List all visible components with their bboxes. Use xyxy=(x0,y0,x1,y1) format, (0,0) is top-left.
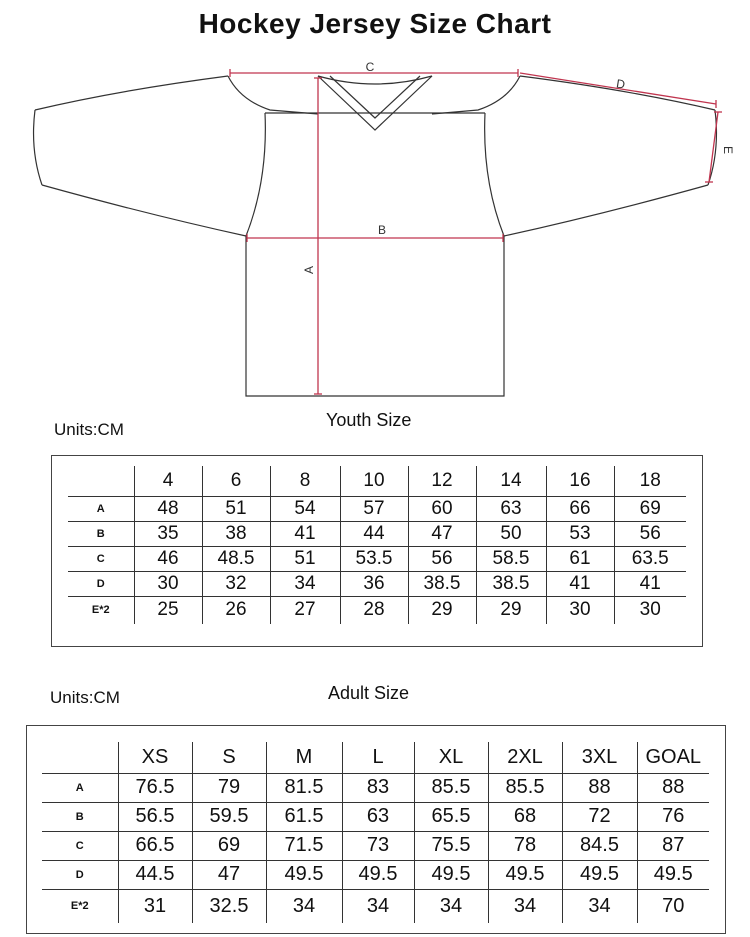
table-cell: 66.5 xyxy=(118,831,192,860)
table-cell: 28 xyxy=(340,596,408,624)
table-cell: 51 xyxy=(270,546,340,571)
table-cell: 49.5 xyxy=(637,860,709,889)
row-label: A xyxy=(68,496,134,521)
table-cell: 76.5 xyxy=(118,773,192,802)
table-cell: 41 xyxy=(614,571,686,596)
table-cell: 81.5 xyxy=(266,773,342,802)
size-header: S xyxy=(192,742,266,773)
measure-label-e: E xyxy=(721,145,735,155)
table-cell: 34 xyxy=(562,889,637,923)
table-cell: 29 xyxy=(476,596,546,624)
table-cell: 34 xyxy=(266,889,342,923)
table-cell: 38 xyxy=(202,521,270,546)
youth-size-title: Youth Size xyxy=(326,410,412,430)
measure-label-a: A xyxy=(302,265,316,275)
table-row xyxy=(42,831,709,860)
measure-label-c: C xyxy=(365,60,375,74)
table-cell: 44.5 xyxy=(118,860,192,889)
size-header: 14 xyxy=(476,466,546,496)
table-cell: 50 xyxy=(476,521,546,546)
table-cell: 35 xyxy=(134,521,202,546)
table-cell: 85.5 xyxy=(414,773,488,802)
measure-label-b: B xyxy=(377,223,387,237)
jersey-diagram xyxy=(0,0,750,405)
table-row xyxy=(68,521,686,546)
table-cell: 53.5 xyxy=(340,546,408,571)
table-cell: 49.5 xyxy=(266,860,342,889)
table-cell: 73 xyxy=(342,831,414,860)
adult-size-table xyxy=(42,742,709,923)
table-corner xyxy=(42,742,118,773)
row-label: B xyxy=(68,521,134,546)
table-cell: 66 xyxy=(546,496,614,521)
table-cell: 48.5 xyxy=(202,546,270,571)
size-header: GOAL xyxy=(637,742,709,773)
measure-label-d: D xyxy=(615,76,627,92)
table-row xyxy=(42,860,709,889)
table-cell: 26 xyxy=(202,596,270,624)
table-cell: 34 xyxy=(414,889,488,923)
table-cell: 63.5 xyxy=(614,546,686,571)
table-cell: 29 xyxy=(408,596,476,624)
jersey-outline xyxy=(34,76,717,396)
table-cell: 51 xyxy=(202,496,270,521)
table-cell: 63 xyxy=(342,802,414,831)
row-label: E*2 xyxy=(70,900,89,913)
table-cell: 32.5 xyxy=(192,889,266,923)
table-cell: 76 xyxy=(637,802,709,831)
table-cell: 84.5 xyxy=(562,831,637,860)
table-cell: 79 xyxy=(192,773,266,802)
size-header: 2XL xyxy=(488,742,562,773)
table-cell: 54 xyxy=(270,496,340,521)
table-cell: 34 xyxy=(270,571,340,596)
table-row xyxy=(42,802,709,831)
row-label: D xyxy=(68,571,134,596)
size-header: 8 xyxy=(270,466,340,496)
table-cell: 65.5 xyxy=(414,802,488,831)
table-cell: 41 xyxy=(270,521,340,546)
table-corner xyxy=(68,466,134,496)
table-cell: 63 xyxy=(476,496,546,521)
measure-lines xyxy=(230,69,722,394)
table-cell: 83 xyxy=(342,773,414,802)
table-row xyxy=(68,596,686,624)
table-cell: 38.5 xyxy=(476,571,546,596)
page-title: Hockey Jersey Size Chart xyxy=(198,8,552,39)
table-cell: 68 xyxy=(488,802,562,831)
table-row xyxy=(42,773,709,802)
table-cell: 69 xyxy=(192,831,266,860)
table-row xyxy=(42,889,709,923)
table-cell: 32 xyxy=(202,571,270,596)
table-row xyxy=(68,571,686,596)
size-header: 6 xyxy=(202,466,270,496)
table-cell: 60 xyxy=(408,496,476,521)
table-cell: 75.5 xyxy=(414,831,488,860)
table-cell: 53 xyxy=(546,521,614,546)
table-cell: 47 xyxy=(192,860,266,889)
table-cell: 30 xyxy=(134,571,202,596)
row-label: E*2 xyxy=(91,604,110,617)
adult-units-label: Units:CM xyxy=(50,688,120,707)
size-header: 4 xyxy=(134,466,202,496)
size-header: M xyxy=(266,742,342,773)
row-label: D xyxy=(42,860,118,889)
row-label: C xyxy=(68,546,134,571)
table-cell: 34 xyxy=(342,889,414,923)
size-header: L xyxy=(342,742,414,773)
table-cell: 87 xyxy=(637,831,709,860)
table-cell: 25 xyxy=(134,596,202,624)
youth-size-table xyxy=(68,466,686,624)
table-cell: 48 xyxy=(134,496,202,521)
table-cell: 88 xyxy=(562,773,637,802)
table-cell: 41 xyxy=(546,571,614,596)
table-cell: 56.5 xyxy=(118,802,192,831)
size-header: 16 xyxy=(546,466,614,496)
table-cell: 31 xyxy=(118,889,192,923)
size-header: XL xyxy=(414,742,488,773)
table-cell: 85.5 xyxy=(488,773,562,802)
table-cell: 56 xyxy=(614,521,686,546)
table-cell: 78 xyxy=(488,831,562,860)
table-cell: 30 xyxy=(546,596,614,624)
size-header: 3XL xyxy=(562,742,637,773)
size-header: 18 xyxy=(614,466,686,496)
table-cell: 49.5 xyxy=(414,860,488,889)
table-cell: 61.5 xyxy=(266,802,342,831)
adult-header-row xyxy=(42,742,709,773)
table-cell: 46 xyxy=(134,546,202,571)
table-cell: 49.5 xyxy=(342,860,414,889)
size-header: 12 xyxy=(408,466,476,496)
table-cell: 36 xyxy=(340,571,408,596)
table-cell: 72 xyxy=(562,802,637,831)
row-label: A xyxy=(42,773,118,802)
youth-units-label: Units:CM xyxy=(54,420,124,439)
table-cell: 34 xyxy=(488,889,562,923)
table-cell: 47 xyxy=(408,521,476,546)
table-cell: 44 xyxy=(340,521,408,546)
table-cell: 49.5 xyxy=(488,860,562,889)
table-cell: 69 xyxy=(614,496,686,521)
table-cell: 58.5 xyxy=(476,546,546,571)
adult-size-title: Adult Size xyxy=(328,683,410,703)
youth-header-row xyxy=(68,466,686,496)
table-cell: 61 xyxy=(546,546,614,571)
table-cell: 71.5 xyxy=(266,831,342,860)
table-row xyxy=(68,496,686,521)
table-cell: 88 xyxy=(637,773,709,802)
table-cell: 49.5 xyxy=(562,860,637,889)
row-label: B xyxy=(42,802,118,831)
table-cell: 57 xyxy=(340,496,408,521)
size-header: 10 xyxy=(340,466,408,496)
table-cell: 70 xyxy=(637,889,709,923)
table-cell: 27 xyxy=(270,596,340,624)
table-row xyxy=(68,546,686,571)
size-header: XS xyxy=(118,742,192,773)
table-cell: 38.5 xyxy=(408,571,476,596)
table-cell: 30 xyxy=(614,596,686,624)
table-cell: 59.5 xyxy=(192,802,266,831)
row-label: C xyxy=(42,831,118,860)
table-cell: 56 xyxy=(408,546,476,571)
